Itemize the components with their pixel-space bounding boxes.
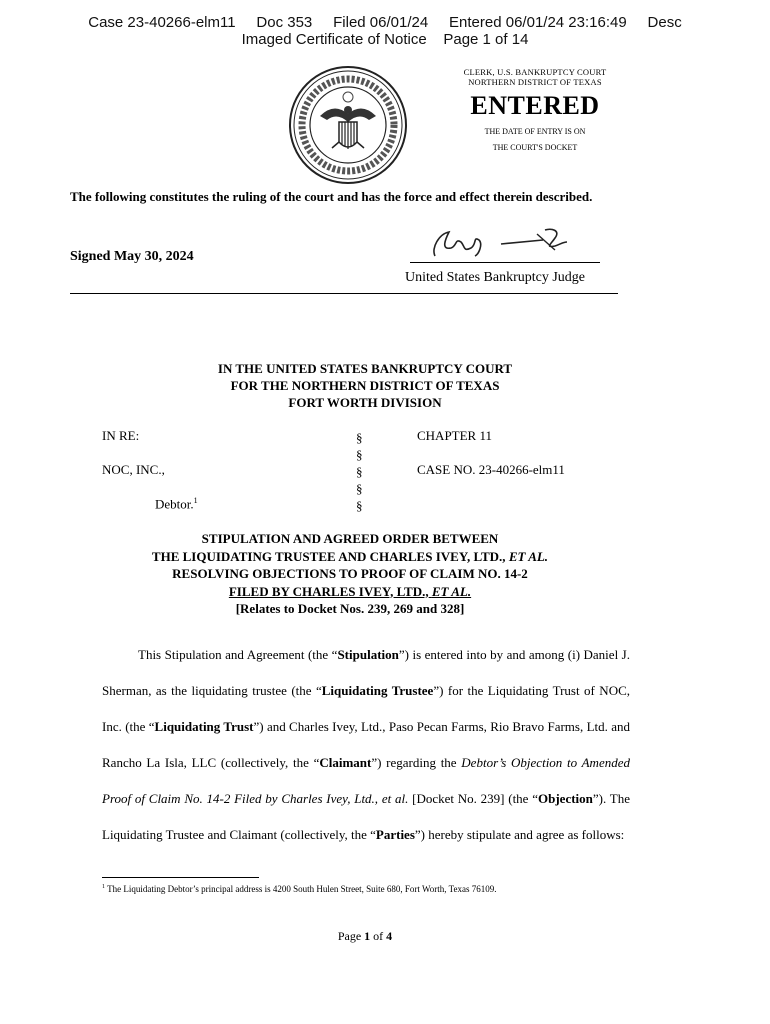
page-of-label: Page 1 of 14: [443, 31, 529, 48]
caption-case-no: CASE NO. 23-40266-elm11: [417, 462, 565, 477]
body-text: ”) for the Liquidating Trust of NOC, Inc. (the “: [102, 683, 630, 734]
page-number: [0, 929, 730, 944]
title-line-2a: THE LIQUIDATING TRUSTEE AND CHARLES IVEY, LTD.,: [151, 548, 506, 564]
clerk-line-2: NORTHERN DISTRICT OF TEXAS: [468, 77, 602, 87]
court-line-1: IN THE UNITED STATES BANKRUPTCY COURT: [217, 361, 513, 376]
entered-date: Entered 06/01/24 23:16:49: [449, 14, 627, 31]
header-divider: [70, 293, 618, 294]
signed-date: Signed May 30, 2024: [70, 249, 194, 264]
objection-title: Debtor’s Objection to Amended Proof of Claim No. 14-2 Filed by Charles Ivey, Ltd., et al.: [102, 755, 630, 806]
footnote-divider: [102, 877, 259, 878]
defined-term: Liquidating Trustee: [321, 683, 434, 698]
defined-term: Stipulation: [337, 647, 399, 662]
entered-stamp: ENTERED: [470, 91, 600, 120]
title-line-5: [Relates to Docket Nos. 239, 269 and 328]: [235, 601, 465, 616]
filed-date: Filed 06/01/24: [333, 14, 429, 31]
docket-header-line2: [0, 31, 770, 48]
page-total: 4: [386, 929, 393, 943]
title-line-4b: ET AL.: [431, 583, 472, 599]
clerk-entered-stamp: [445, 67, 625, 153]
signature-line: [410, 262, 600, 263]
ruling-statement: The following constitutes the ruling of the court and has the force and effect therein described.: [70, 189, 593, 204]
debtor-label: Debtor.: [155, 496, 194, 512]
section-mark: §: [356, 430, 363, 445]
judge-signature-icon: [405, 220, 600, 266]
caption-chapter: CHAPTER 11: [417, 428, 492, 443]
desc-label: Desc: [647, 14, 682, 31]
section-mark: §: [356, 481, 363, 496]
body-text: ”) hereby stipulate and agree as follows:: [414, 827, 625, 842]
caption-debtor: [155, 496, 198, 512]
footnote: [102, 884, 496, 894]
page-label: Page: [337, 929, 362, 943]
defined-term: Claimant: [319, 755, 372, 770]
judge-title: United States Bankruptcy Judge: [405, 270, 586, 285]
body-text: ”) and Charles Ivey, Ltd., Paso Pecan Farms, Rio Bravo Farms, Ltd. and Rancho La Isla, LLC (collectively, the “: [102, 719, 630, 770]
caption-party: NOC, INC.,: [102, 462, 165, 477]
clerk-line-1: CLERK, U.S. BANKRUPTCY COURT: [463, 67, 607, 77]
body-text: [Docket No. 239] (the “: [408, 791, 538, 806]
caption-in-re: IN RE:: [102, 428, 140, 443]
defined-term: Parties: [375, 827, 415, 842]
section-mark: §: [356, 447, 363, 462]
entry-note-1: THE DATE OF ENTRY IS ON: [484, 127, 586, 136]
body-paragraph: [102, 637, 630, 853]
body-text: This Stipulation and Agreement (the “: [138, 647, 338, 662]
court-line-3: FORT WORTH DIVISION: [288, 395, 442, 410]
body-text: ”) regarding the: [371, 755, 462, 770]
docket-header-line1: [0, 14, 770, 31]
document-title: [0, 530, 700, 618]
section-mark: §: [356, 464, 363, 479]
title-line-4: [0, 583, 700, 601]
court-seal-icon: [287, 64, 409, 186]
title-line-2b: ET AL.: [508, 548, 549, 564]
title-line-2: [0, 548, 700, 566]
page-of: of: [373, 929, 384, 943]
court-heading: [0, 360, 730, 411]
title-line-4a: FILED BY CHARLES IVEY, LTD.,: [228, 583, 429, 599]
footnote-text: The Liquidating Debtor’s principal address is 4200 South Hulen Street, Suite 680, Fort Worth, Texas 76109.: [107, 884, 497, 894]
title-line-3: RESOLVING OBJECTIONS TO PROOF OF CLAIM NO. 14-2: [172, 566, 528, 581]
page-current: 1: [364, 929, 371, 943]
title-line-1: STIPULATION AND AGREED ORDER BETWEEN: [201, 531, 499, 546]
footnote-mark: 1: [102, 884, 105, 890]
body-text: ”). The Liquidating Trustee and Claimant (collectively, the “: [102, 791, 630, 842]
defined-term: Objection: [538, 791, 593, 806]
defined-term: Liquidating Trust: [154, 719, 254, 734]
court-line-2: FOR THE NORTHERN DISTRICT OF TEXAS: [230, 378, 500, 393]
section-mark: §: [356, 498, 363, 513]
footnote-ref: 1: [193, 496, 198, 505]
body-text: ”) is entered into by and among (i) Daniel J. Sherman, as the liquidating trustee (the “: [102, 647, 630, 698]
certificate-label: Imaged Certificate of Notice: [241, 31, 427, 48]
case-number: Case 23-40266-elm11: [88, 14, 236, 31]
entry-note-2: THE COURT'S DOCKET: [492, 143, 578, 152]
doc-number: Doc 353: [256, 14, 313, 31]
